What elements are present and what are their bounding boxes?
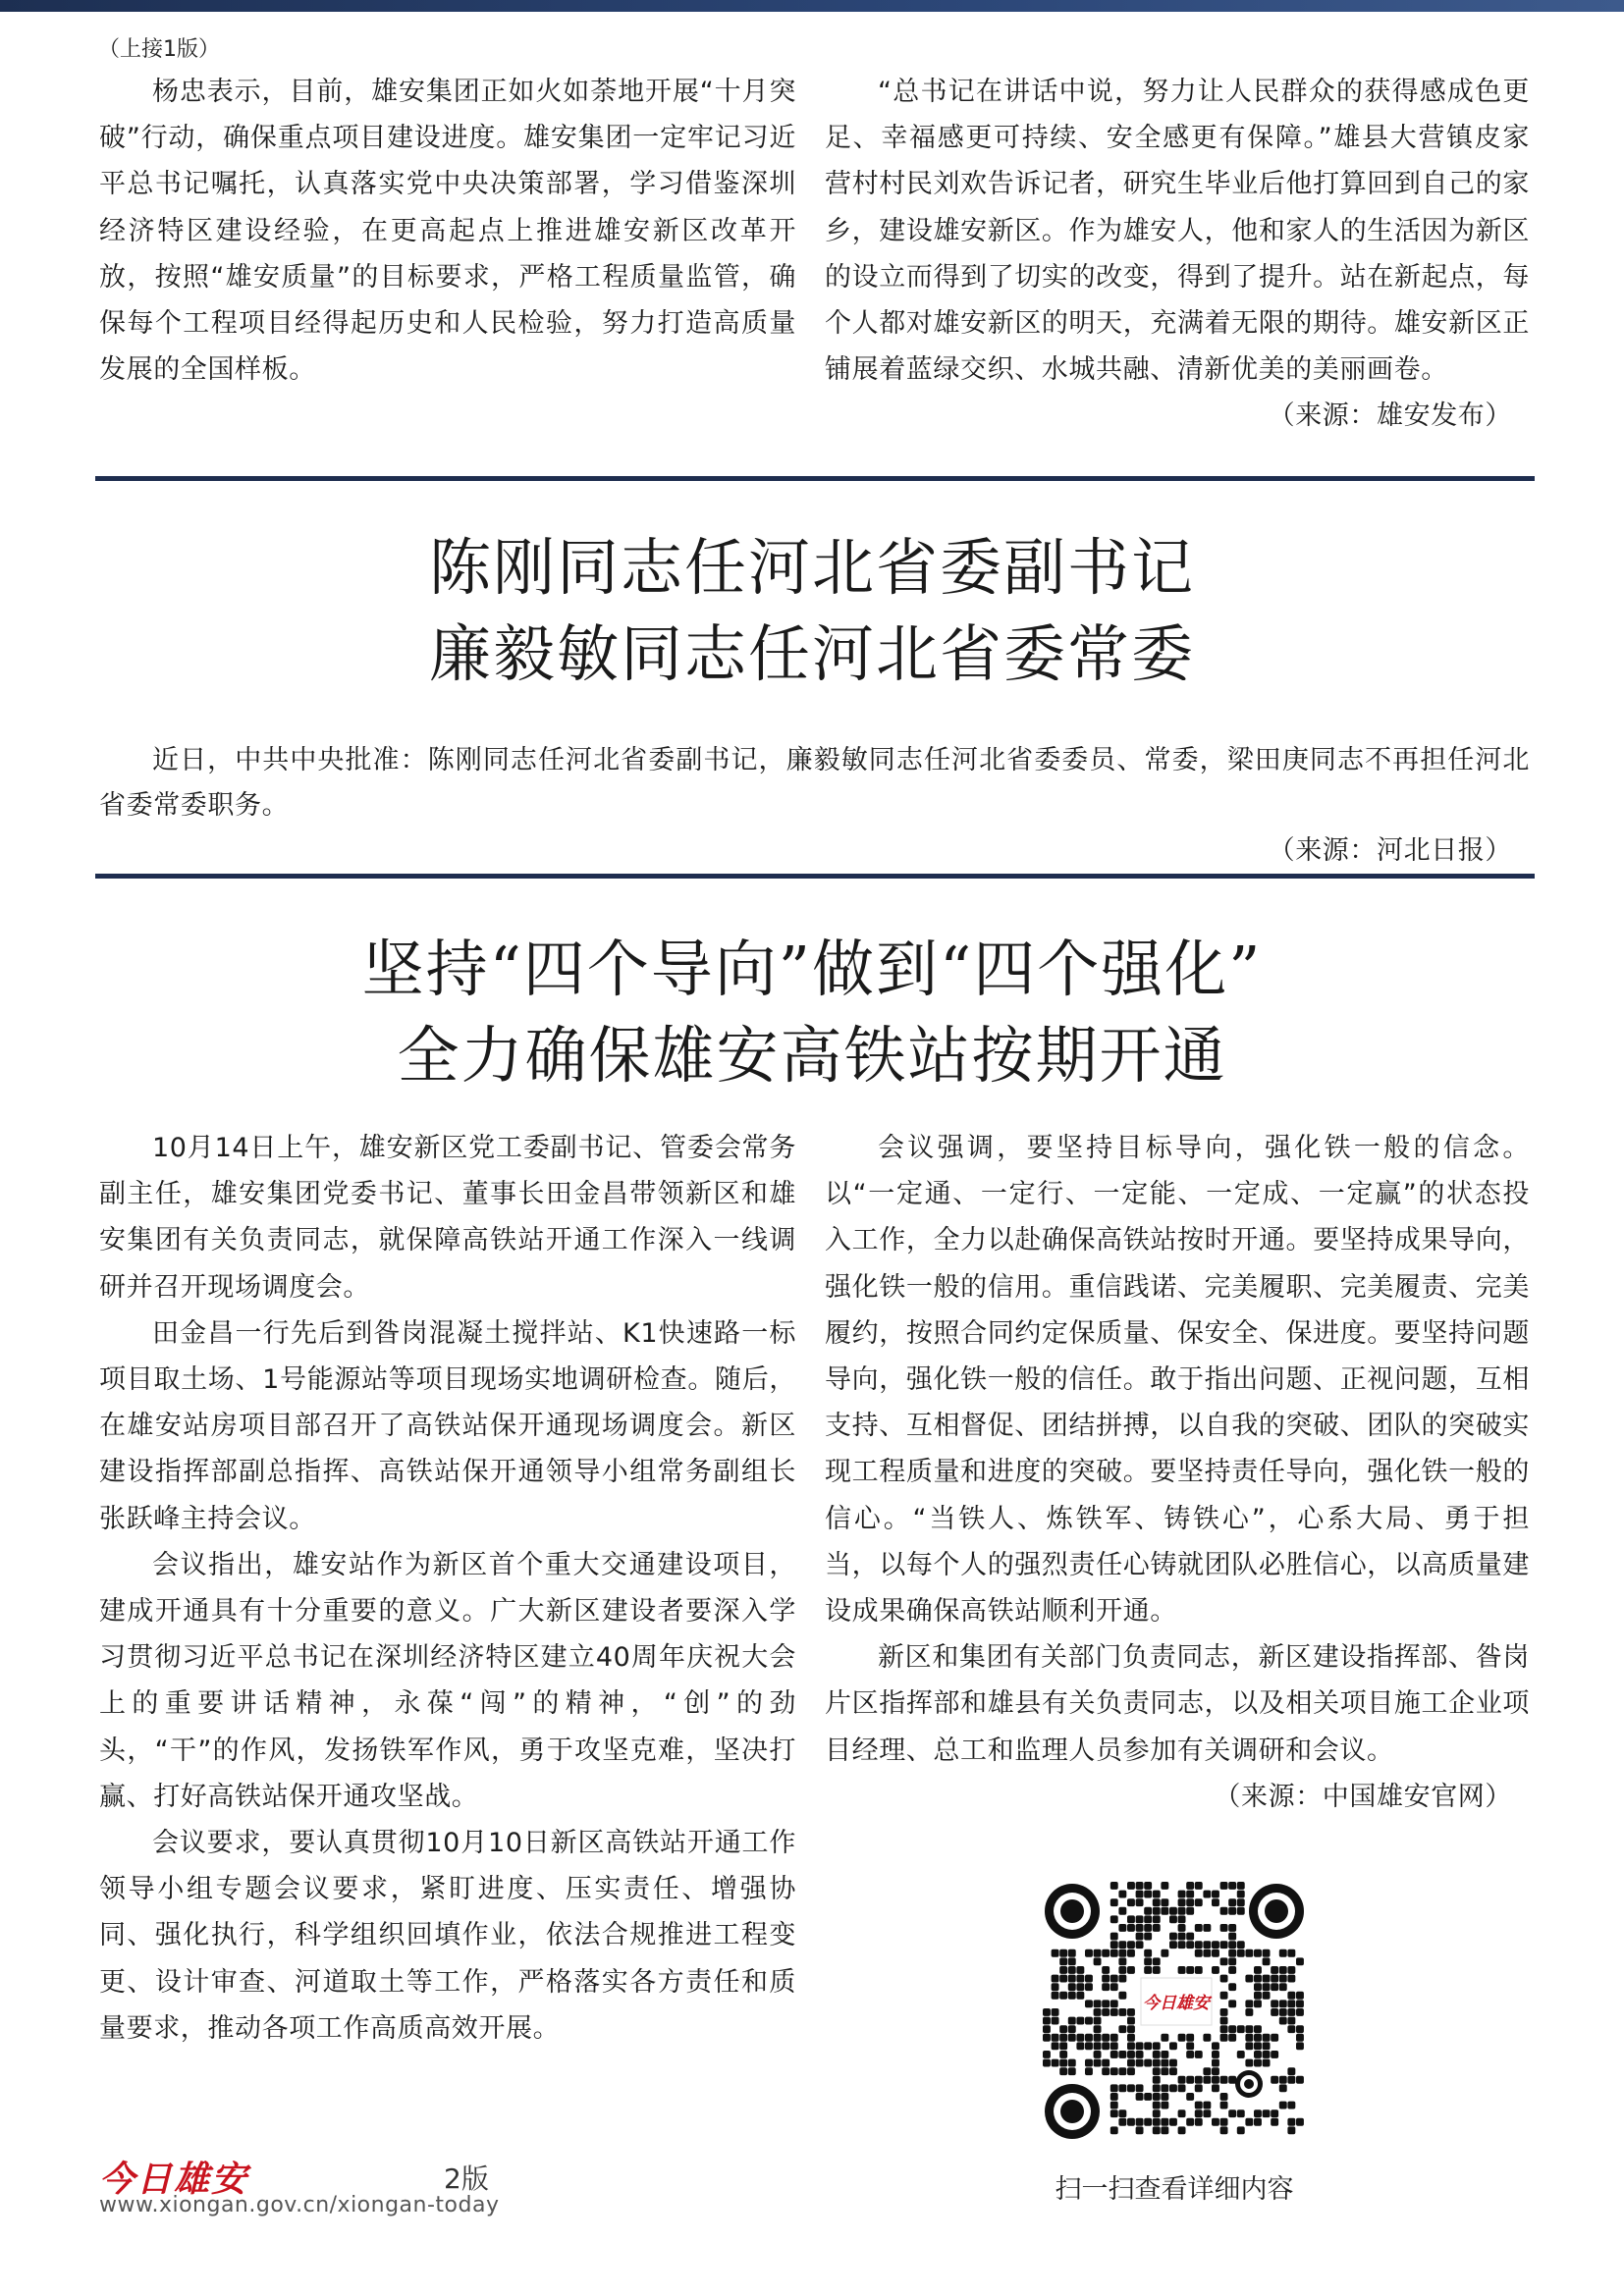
headline-line: 坚持“四个导向”做到“四个强化” bbox=[361, 934, 1263, 1005]
source-credit: （来源：雄安发布） bbox=[1268, 400, 1512, 432]
brand-logo: 今日雄安 bbox=[99, 2159, 249, 2200]
source-credit: （来源：河北日报） bbox=[1268, 835, 1512, 866]
article2-left-column bbox=[99, 1125, 796, 2052]
section-divider bbox=[95, 874, 1535, 879]
paragraph: 近日，中共中央批准：陈刚同志任河北省委副书记，廉毅敏同志任河北省委委员、常委，梁田庚同志不再担任河北省委常委职务。 bbox=[99, 745, 1530, 821]
top-color-bar bbox=[0, 0, 1624, 12]
paragraph: 杨忠表示，目前，雄安集团正如火如荼地开展“十月突破”行动，确保重点项目建设进度。雄安集团一定牢记习近平总书记嘱托，认真落实党中央决策部署，学习借鉴深圳经济特区建设经验，在更高起点上推进雄安新区改革开放，按照“雄安质量”的目标要求，严格工程质量监管，确保每个工程项目经得起历史和人民检验，努力打造高质量发展的全国样板。 bbox=[99, 77, 796, 386]
paragraph: 会议强调，要坚持目标导向，强化铁一般的信念。以“一定通、一定行、一定能、一定成、一定赢”的状态投入工作，全力以赴确保高铁站按时开通。要坚持成果导向，强化铁一般的信用。重信践诺、完美履职、完美履责、完美履约，按照合同约定保质量、保安全、保进度。要坚持问题导向，强化铁一般的信任。敢于指出问题、正视问题，互相支持、互相督促、团结拼搏，以自我的突破、团队的突破实现工程质量和进度的突破。要坚持责任导向，强化铁一般的信心。“当铁人、炼铁军、铸铁心”，心系大局、勇于担当，以每个人的强烈责任心铸就团队必胜信心，以高质量建设成果确保高铁站顺利开通。 bbox=[825, 1133, 1530, 1628]
headline-line: 全力确保雄安高铁站按期开通 bbox=[397, 1020, 1227, 1092]
paragraph: 会议要求，要认真贯彻10月10日新区高铁站开通工作领导小组专题会议要求，紧盯进度、压实责任、增强协同、强化执行，科学组织回填作业，依法合规推进工程变更、设计审查、河道取土等工作，严格落实各方责任和质量要求，推动各项工作高质高效开展。 bbox=[99, 1828, 796, 2044]
page-number: 2版 bbox=[444, 2163, 489, 2195]
paragraph: 10月14日上午，雄安新区党工委副书记、管委会常务副主任，雄安集团党委书记、董事长田金昌带领新区和雄安集团有关负责同志，就保障高铁站开通工作深入一线调研并召开现场调度会。 bbox=[99, 1133, 796, 1303]
section-divider bbox=[95, 476, 1535, 481]
qr-caption: 扫一扫查看详细内容 bbox=[1055, 2174, 1294, 2205]
top-left-column bbox=[99, 69, 796, 393]
article1-body bbox=[99, 738, 1530, 874]
paragraph: 会议指出，雄安站作为新区首个重大交通建设项目，建成开通具有十分重要的意义。广大新区建设者要深入学习贯彻习近平总书记在深圳经济特区建立40周年庆祝大会上的重要讲话精神，永葆“闯”的精神，“创”的劲头，“干”的作风，发扬铁军作风，勇于攻坚克难，坚决打赢、打好高铁站保开通攻坚战。 bbox=[99, 1549, 796, 1812]
article1-headline bbox=[0, 525, 1624, 698]
headline-line: 廉毅敏同志任河北省委常委 bbox=[429, 618, 1195, 690]
site-url[interactable]: www.xiongan.gov.cn/xiongan-today bbox=[99, 2193, 500, 2217]
qr-code[interactable] bbox=[1043, 1882, 1306, 2141]
top-right-column bbox=[825, 69, 1530, 440]
qr-center-logo: 今日雄安 bbox=[1143, 1994, 1210, 2013]
paragraph: 新区和集团有关部门负责同志，新区建设指挥部、昝岗片区指挥部和雄县有关负责同志，以及相关项目施工企业项目经理、总工和监理人员参加有关调研和会议。 bbox=[825, 1642, 1530, 1766]
paragraph: 田金昌一行先后到昝岗混凝土搅拌站、K1快速路一标项目取土场、1号能源站等项目现场实地调研检查。随后，在雄安站房项目部召开了高铁站保开通现场调度会。新区建设指挥部副总指挥、高铁站保开通领导小组常务副组长张跃峰主持会议。 bbox=[99, 1317, 796, 1534]
article2-headline bbox=[0, 927, 1624, 1099]
qr-code-graphic bbox=[1043, 1882, 1306, 2141]
source-credit: （来源：中国雄安官网） bbox=[1214, 1781, 1512, 1812]
headline-line: 陈刚同志任河北省委副书记 bbox=[429, 532, 1195, 604]
continued-label: （上接1版） bbox=[98, 37, 220, 62]
paragraph: “总书记在讲话中说，努力让人民群众的获得感成色更足、幸福感更可持续、安全感更有保障。”雄县大营镇皮家营村村民刘欢告诉记者，研究生毕业后他打算回到自己的家乡，建设雄安新区。作为雄安人，他和家人的生活因为新区的设立而得到了切实的改变，得到了提升。站在新起点，每个人都对雄安新区的明天，充满着无限的期待。雄安新区正铺展着蓝绿交织、水城共融、清新优美的美丽画卷。 bbox=[825, 77, 1530, 386]
article2-right-column bbox=[825, 1125, 1530, 1820]
